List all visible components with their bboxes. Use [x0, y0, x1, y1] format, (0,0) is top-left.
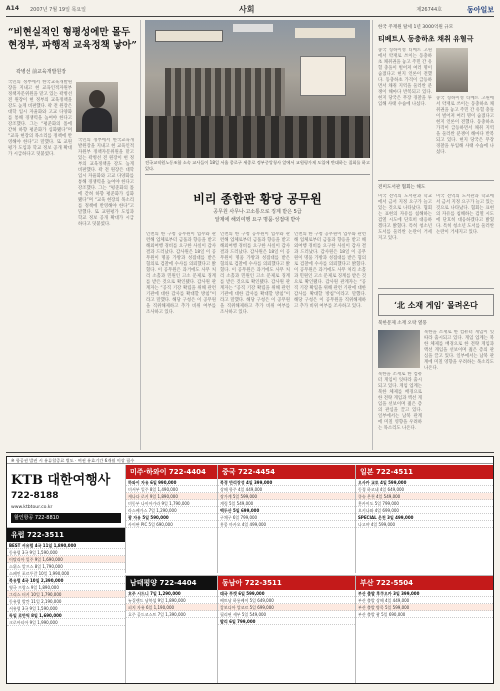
interview-body: 국민의 정부에서 한국교육개발원장을 지내고 현 교육인적자원부 정책자문위원을 맡고 있는 곽병선 전 원장이 현 정부의 교육정책을 강도 높게 비판했다. 곽 전 원장은 대학 입시 자율화와 고교 다양화를 통해 경쟁력을 높여야 한다고 강조했다. 그는 “평준화의 틀에 갇혀 하향 평준화가 심화됐다”며 “교육 현장의 목소리를 정책에 반영해야 한다”고 말했다. 또 교원평가 도입과 학교 정보 공개 확대가 시급하다고 덧붙였다.	[8, 80, 72, 157]
right-low-headline: ‘北 소재 게임’ 몰려온다	[394, 300, 478, 310]
ad-col-title: 남태평양 722-4404	[126, 576, 217, 590]
newspaper-logo: 동아일보	[466, 6, 494, 14]
ad-row: 태국 푸켓 6일 599,000	[218, 590, 355, 597]
ad-booking: 할인항공 722-8810	[11, 513, 121, 523]
right-top-kicker: 한국 주재원 탈세 1년 3000억원 규모	[378, 25, 454, 30]
ad-row: 장가계 5일 599,000	[218, 493, 355, 500]
ad-row: BEST 서유럽 4국 11일 1,890,000	[7, 542, 125, 549]
ad-row: 스위스 알프스 8일 1,790,000	[7, 563, 125, 570]
ad-row: 상해 항주 4일 449,000	[218, 486, 355, 493]
ad-phone: 722-8188	[11, 491, 59, 501]
ad-brand-column	[7, 465, 125, 683]
right-rule-2	[378, 288, 494, 289]
photo-caption: 전국교직원노동조합 소속 교사들이 18일 서울 종로구 세종로 정부중앙청사 앞에서 교원평가제 도입에 반대하는 집회를 하고 있다.	[145, 160, 370, 171]
issue-date: 2007년 7월 19일 목요일	[30, 7, 87, 13]
right-mid-body-1: 미국 전역의 도서관과 학교에서 금서 지정 요구가 늘고 있는 것으로 나타났다. 협회는 표현의 자유를 침해하는 검열 시도에 단호히 대응하겠다고 밝혔다. 특히 청소년 도서를 둘러싼 논란이 거세지고 있다.	[378, 194, 432, 241]
ad-col-title: 유럽 722-3511	[7, 528, 125, 542]
ad-row: 영국 프랑스 9일 1,890,000	[7, 584, 125, 591]
ad-row: 호주 골드코스트 7일 1,390,000	[126, 611, 217, 618]
protest-photo	[145, 20, 370, 158]
ad-row: 오사카 교토 4일 599,000	[356, 479, 494, 486]
ad-row: 북경 만리장성 4일 399,000	[218, 479, 355, 486]
ad-row: 캄보디아 앙코르 5일 699,000	[218, 604, 355, 611]
ad-rule	[6, 452, 494, 453]
column-divider	[140, 20, 141, 450]
ad-col-title: 일본 722-4511	[356, 465, 494, 479]
section-title: 사회	[239, 5, 255, 14]
main-subhead-2: 알제에 해외여행 요구 명품·성접대 받아	[214, 217, 301, 223]
right-rule-1	[378, 180, 494, 181]
ad-row: 라스베가스 7일 1,290,000	[126, 507, 217, 514]
ad-row: 동유럽 발칸 11일 2,190,000	[7, 598, 125, 605]
ad-row: 발리 6일 799,000	[218, 618, 355, 625]
ad-row: 호주 시드니 7일 1,290,000	[126, 590, 217, 597]
interview-portrait	[76, 82, 118, 132]
ad-website: www.ktbtour.co.kr	[11, 505, 53, 510]
ad-row: 오키나와 4일 699,000	[356, 507, 494, 514]
ad-row: 나고야 4일 599,000	[356, 521, 494, 528]
ad-row: 피지 자유 6일 1,190,000	[126, 604, 217, 611]
ad-row: SPECIAL 온천 3일 499,000	[356, 514, 494, 521]
ad-row: 북유럽 4국 10일 2,390,000	[7, 577, 125, 584]
ad-row: 미서부 일주 8일 1,490,000	[126, 486, 217, 493]
photo-rule	[145, 174, 370, 175]
page-number: A14	[6, 5, 19, 12]
interview-headline-line1: “비현실적인 형평성에만 몰두	[8, 27, 131, 38]
right-top-body-1: 중국 칭하이성 티베트 고원에서 약재로 쓰이는 동충하초 채취권을 놓고 주민 간 유혈 충돌이 벌어져 여러 명이 숨졌다고 현지 언론이 전했다. 동충하초 가격이 급등하면서 채취 지역을 둘러싼 분쟁이 해마다 반복되고 있다. 현지 당국은 무장 경찰을 투입해 사태 수습에 나섰다.	[378, 48, 432, 107]
column-divider-right	[372, 20, 373, 450]
interview-body-cont: 국민의 정부에서 한국교육개발원장을 지내고 현 교육인적자원부 정책자문위원을 맡고 있는 곽병선 전 원장이 현 정부의 교육정책을 강도 높게 비판했다. 곽 전 원장은 대학 입시 자율화와 고교 다양화를 통해 경쟁력을 높여야 한다고 강조했다. 그는 “평준화의 틀에 갇혀 하향 평준화가 심화됐다”며 “교육 현장의 목소리를 정책에 반영해야 한다”고 말했다. 또 교원평가 도입과 학교 정보 공개 확대가 시급하다고 덧붙였다.	[78, 138, 134, 227]
ad-row: 뉴질랜드 남북섬 9일 1,890,000	[126, 597, 217, 604]
ad-row: 홋카이도 5일 799,000	[356, 500, 494, 507]
ad-col-japan	[355, 465, 494, 573]
ad-col-title: 중국 722-4454	[218, 465, 355, 479]
ad-row: 사이판 PIC 5일 690,000	[126, 521, 217, 528]
ad-row: 동경 하코네 4일 649,000	[356, 486, 494, 493]
ad-row: 서유럽 3국 9일 1,590,000	[7, 605, 125, 612]
interview-kicker: 곽병선 前교육개발원장	[16, 69, 67, 75]
ad-row: 크로아티아 9일 1,990,000	[7, 619, 125, 626]
right-low-body-1: 북한을 소재로 한 컴퓨터 게임이 잇따라 출시되고 있다. 게임 업계는 북한 체제를 배경으로 한 전략 게임과 액션 게임을 선보이며 젊은 층의 관심을 끌고 있다. 일부에서는 남북 관계에 미칠 영향을 우려하는 목소리도 나온다.	[424, 330, 494, 371]
main-body-col2: 인천의 한 구청 공무원이 업무와 관련해 업체로부터 금품과 향응을 받고 해외여행 경비를 요구한 사실이 감사 결과 드러났다. 감사원은 18일 이 공무원이 명품 가방과 성접대를 받은 혐의로 검찰에 수사를 의뢰했다고 밝혔다. 이 공무원은 과거에도 사무 처리 소홀과 민원인 고소 문제로 징계를 받은 것으로 확인됐다. 감사원 관계자는 “공직 기강 확립을 위해 관련 기관에 대한 감사를 확대할 방침”이라고 말했다. 해당 구청은 이 공무원을 직위해제하고 추가 비위 여부를 조사하고 있다.	[220, 232, 290, 315]
main-headline: 비리 종합판 황당 공무원	[193, 192, 322, 206]
ad-row: 구채구 6일 799,000	[218, 514, 355, 521]
ad-row: 큐슈 온천 4일 549,000	[356, 493, 494, 500]
right-top-body-2: 중국 칭하이성 티베트 고원에서 약재로 쓰이는 동충하초 채취권을 놓고 주민 간 유혈 충돌이 벌어져 여러 명이 숨졌다고 현지 언론이 전했다. 동충하초 가격이 급등하면서 채취 지역을 둘러싼 분쟁이 해마다 반복되고 있다. 현지 당국은 무장 경찰을 투입해 사태 수습에 나섰다.	[436, 96, 494, 155]
ad-row: 하와이 자유 6일 990,000	[126, 479, 217, 486]
ad-company: KTB 대한여행사	[11, 473, 111, 488]
right-low-kicker: 북한문제 소재 오락 열풍	[378, 321, 427, 326]
ad-top-note: ※ 항공권 발권 시 유류할증료 별도 · 여권 유효기간 6개월 이상 필수	[7, 457, 493, 464]
ad-row: 홍콩 마카오 4일 499,000	[218, 521, 355, 528]
ad-row: 이탈리아 일주 9일 1,690,000	[7, 556, 125, 563]
ad-row: 스페인 포르투갈 10일 1,990,000	[7, 570, 125, 577]
issue-number: 제26744호	[416, 7, 442, 13]
ad-row: 백두산 5일 699,000	[218, 507, 355, 514]
interview-headline	[8, 26, 138, 52]
right-top-headline: 티베트人 동충하초 채취 유혈극	[378, 34, 474, 43]
ad-col-title: 동남아 722-3511	[218, 576, 355, 590]
ad-row: 독일 로만틱 8일 1,690,000	[7, 612, 125, 619]
ad-row: 동유럽 3국 9일 1,590,000	[7, 549, 125, 556]
right-mid-body-2: 미국 전역의 도서관과 학교에서 금서 지정 요구가 늘고 있는 것으로 나타났다. 협회는 표현의 자유를 침해하는 검열 시도에 단호히 대응하겠다고 밝혔다. 특히 청소년 도서를 둘러싼 논란이 거세지고 있다.	[436, 194, 494, 235]
page-header	[6, 5, 494, 15]
header-rule	[6, 16, 494, 17]
right-mid-kicker: 전미도서관 협회는 해도	[378, 185, 426, 190]
main-body-col1: 인천의 한 구청 공무원이 업무와 관련해 업체로부터 금품과 향응을 받고 해외여행 경비를 요구한 사실이 감사 결과 드러났다. 감사원은 18일 이 공무원이 명품 가방과 성접대를 받은 혐의로 검찰에 수사를 의뢰했다고 밝혔다. 이 공무원은 과거에도 사무 처리 소홀과 민원인 고소 문제로 징계를 받은 것으로 확인됐다. 감사원 관계자는 “공직 기강 확립을 위해 관련 기관에 대한 감사를 확대할 방침”이라고 말했다. 해당 구청은 이 공무원을 직위해제하고 추가 비위 여부를 조사하고 있다.	[146, 232, 216, 315]
right-top-photo	[436, 48, 468, 92]
ad-row: 필리핀 세부 5일 549,000	[218, 611, 355, 618]
ad-col-seasia	[217, 575, 355, 683]
interview-headline-line2: 현정부, 파행적 교육정책 낳아”	[8, 40, 137, 51]
ad-col-title: 미주·하와이 722-4404	[126, 465, 217, 479]
ad-row: 부산 출발 상해 4일 449,000	[356, 597, 494, 604]
ad-col-title: 부산 722-5504	[356, 576, 494, 590]
ad-col-europe	[7, 527, 125, 683]
right-low-body-2: 북한을 소재로 한 컴퓨터 게임이 잇따라 출시되고 있다. 게임 업계는 북한 체제를 배경으로 한 전략 게임과 액션 게임을 선보이며 젊은 층의 관심을 끌고 있다. 일부에서는 남북 관계에 미칠 영향을 우려하는 목소리도 나온다.	[378, 372, 422, 431]
ad-row: 부산 출발 괌 5일 690,000	[356, 611, 494, 618]
right-low-headline-box	[378, 294, 494, 316]
ad-row: 부산 출발 후쿠오카 3일 399,000	[356, 590, 494, 597]
ad-row: 계림 5일 549,000	[218, 500, 355, 507]
main-body-col3: 인천의 한 구청 공무원이 업무와 관련해 업체로부터 금품과 향응을 받고 해외여행 경비를 요구한 사실이 감사 결과 드러났다. 감사원은 18일 이 공무원이 명품 가방과 성접대를 받은 혐의로 검찰에 수사를 의뢰했다고 밝혔다. 이 공무원은 과거에도 사무 처리 소홀과 민원인 고소 문제로 징계를 받은 것으로 확인됐다. 감사원 관계자는 “공직 기강 확립을 위해 관련 기관에 대한 감사를 확대할 방침”이라고 말했다. 해당 구청은 이 공무원을 직위해제하고 추가 비위 여부를 조사하고 있다.	[294, 232, 366, 309]
game-photo	[378, 330, 420, 368]
ad-col-china	[217, 465, 355, 573]
ad-row: 베트남 하롱베이 5일 649,000	[218, 597, 355, 604]
ad-row: 미동부 나이아가라 9일 1,790,000	[126, 500, 217, 507]
ad-col-busan	[355, 575, 494, 683]
ad-col-americas	[125, 465, 217, 573]
ad-row: 그리스 터키 10일 1,790,000	[7, 591, 125, 598]
ad-row: 캐나다 로키 9일 1,890,000	[126, 493, 217, 500]
ad-row: 부산 출발 방콕 5일 599,000	[356, 604, 494, 611]
main-subhead-1: 공무원 사무나·고소통으로 징계 받은 5급	[213, 209, 302, 215]
ad-col-pacific	[125, 575, 217, 683]
travel-advertisement	[6, 456, 494, 684]
ad-row: 괌 자유 5일 590,000	[126, 514, 217, 521]
